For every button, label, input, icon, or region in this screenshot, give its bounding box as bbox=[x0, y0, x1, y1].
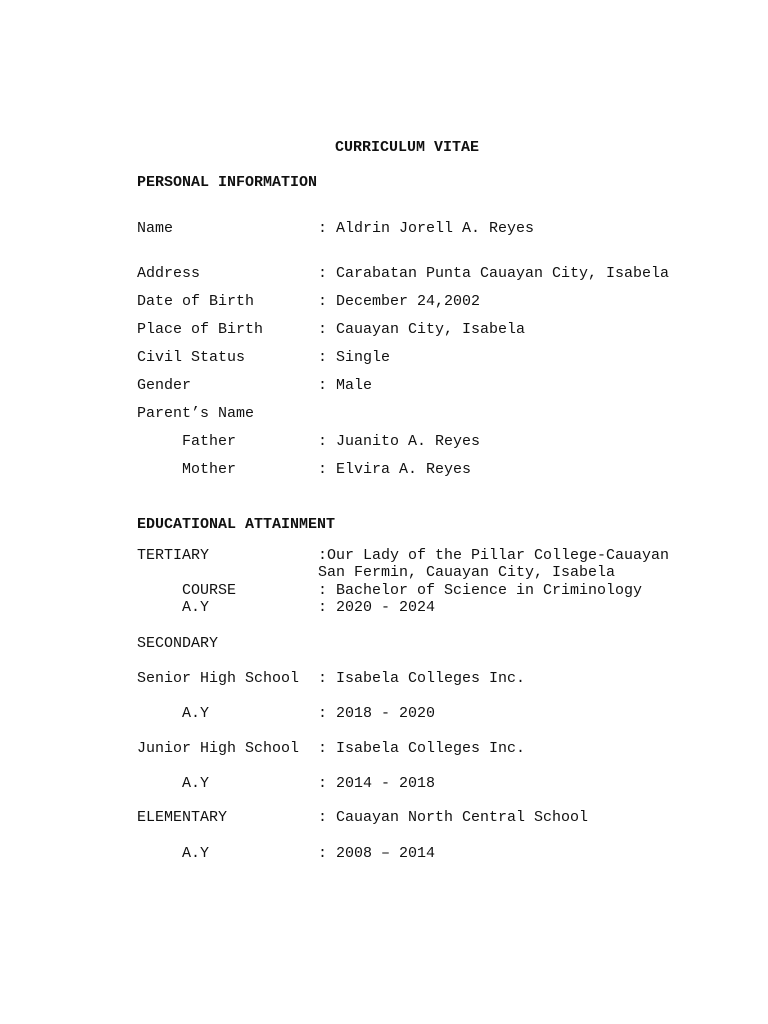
parents-name-label: Parent’s Name bbox=[137, 405, 255, 422]
elementary-ay-value: : 2008 – 2014 bbox=[318, 845, 436, 862]
mother-label: Mother bbox=[182, 461, 237, 478]
father-label: Father bbox=[182, 433, 237, 450]
tertiary-address-value: San Fermin, Cauayan City, Isabela bbox=[318, 564, 616, 581]
civil-status-value: : Single bbox=[318, 349, 391, 366]
senior-high-ay-label: A.Y bbox=[182, 705, 210, 722]
tertiary-ay-label: A.Y bbox=[182, 599, 210, 616]
address-value: : Carabatan Punta Cauayan City, Isabela bbox=[318, 265, 670, 282]
date-of-birth-label: Date of Birth bbox=[137, 293, 255, 310]
name-value: : Aldrin Jorell A. Reyes bbox=[318, 220, 535, 237]
educational-attainment-heading: EDUCATIONAL ATTAINMENT bbox=[137, 516, 336, 533]
course-value: : Bachelor of Science in Criminology bbox=[318, 582, 643, 599]
civil-status-label: Civil Status bbox=[137, 349, 246, 366]
date-of-birth-value: : December 24,2002 bbox=[318, 293, 481, 310]
place-of-birth-label: Place of Birth bbox=[137, 321, 264, 338]
junior-high-ay-value: : 2014 - 2018 bbox=[318, 775, 436, 792]
elementary-value: : Cauayan North Central School bbox=[318, 809, 589, 826]
personal-information-heading: PERSONAL INFORMATION bbox=[137, 174, 318, 191]
gender-value: : Male bbox=[318, 377, 373, 394]
course-label: COURSE bbox=[182, 582, 237, 599]
tertiary-school-value: :Our Lady of the Pillar College-Cauayan bbox=[318, 547, 670, 564]
junior-high-ay-label: A.Y bbox=[182, 775, 210, 792]
gender-label: Gender bbox=[137, 377, 192, 394]
place-of-birth-value: : Cauayan City, Isabela bbox=[318, 321, 526, 338]
address-label: Address bbox=[137, 265, 201, 282]
elementary-label: ELEMENTARY bbox=[137, 809, 228, 826]
father-value: : Juanito A. Reyes bbox=[318, 433, 481, 450]
junior-high-value: : Isabela Colleges Inc. bbox=[318, 740, 526, 757]
name-label: Name bbox=[137, 220, 174, 237]
elementary-ay-label: A.Y bbox=[182, 845, 210, 862]
junior-high-label: Junior High School bbox=[137, 740, 300, 757]
document-title: CURRICULUM VITAE bbox=[334, 139, 480, 156]
senior-high-label: Senior High School bbox=[137, 670, 300, 687]
senior-high-value: : Isabela Colleges Inc. bbox=[318, 670, 526, 687]
tertiary-ay-value: : 2020 - 2024 bbox=[318, 599, 436, 616]
secondary-label: SECONDARY bbox=[137, 635, 219, 652]
tertiary-label: TERTIARY bbox=[137, 547, 210, 564]
senior-high-ay-value: : 2018 - 2020 bbox=[318, 705, 436, 722]
mother-value: : Elvira A. Reyes bbox=[318, 461, 472, 478]
